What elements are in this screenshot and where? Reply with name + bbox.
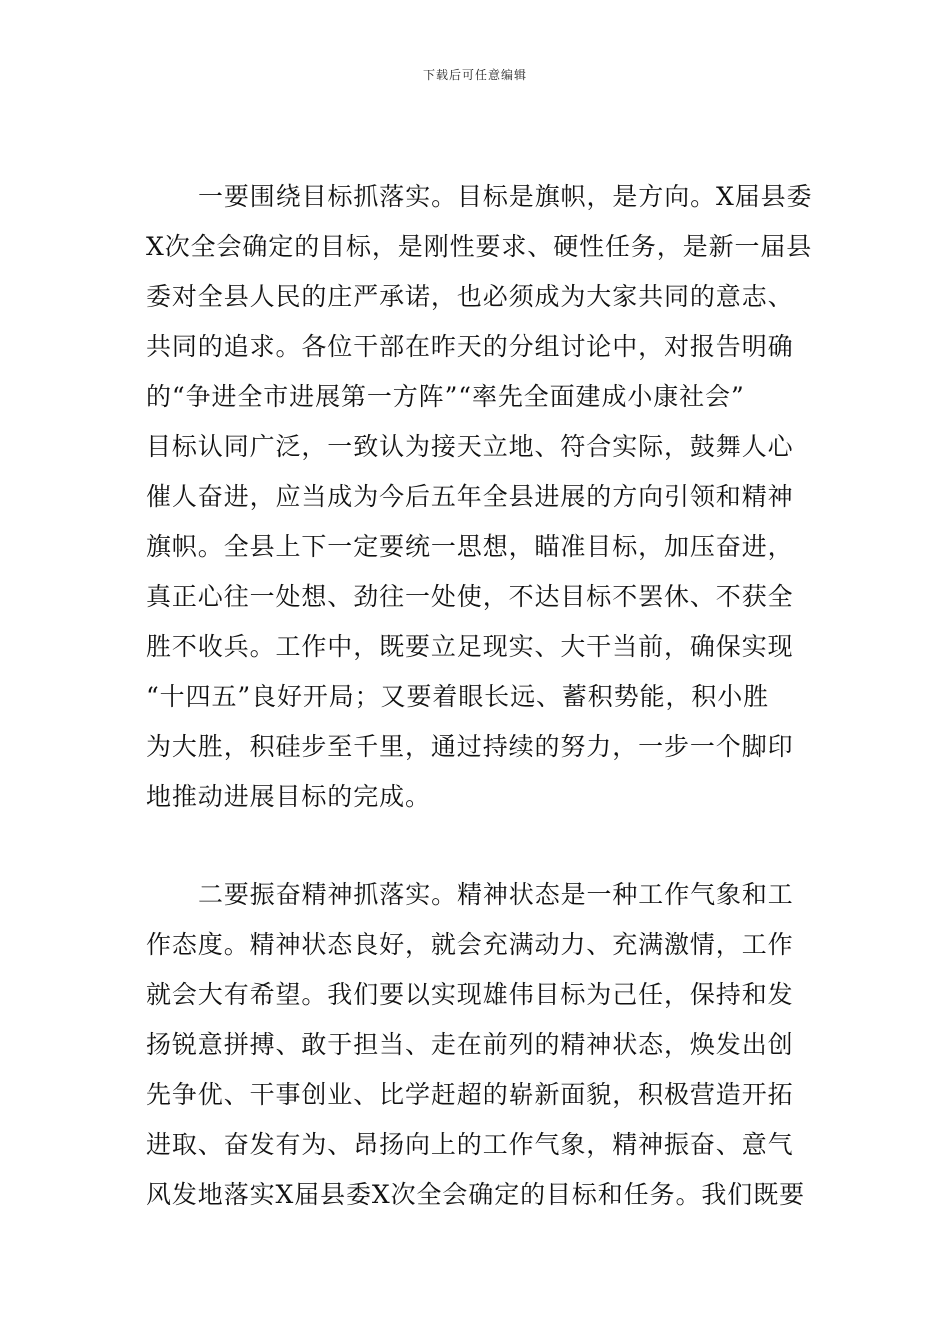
paragraph-line: 作态度。精神状态良好，就会充满动力、充满激情，工作 (146, 930, 794, 959)
paragraph-line: X次全会确定的目标，是刚性要求、硬性任务，是新一届县 (146, 232, 813, 261)
paragraph-line: 委对全县人民的庄严承诺，也必须成为大家共同的意志、 (146, 282, 794, 311)
paragraph-line: 地推动进展目标的完成。 (146, 782, 431, 811)
paragraph-line: 为大胜，积硅步至千里，通过持续的努力，一步一个脚印 (146, 732, 794, 761)
paragraph-1 (146, 172, 813, 822)
paragraph-line: 先争优、干事创业、比学赶超的崭新面貌，积极营造开拓 (146, 1080, 794, 1109)
paragraph-line: 的“争进全市进展第一方阵”“率先全面建成小康社会” (146, 382, 745, 411)
paragraph-line: 进取、奋发有为、昂扬向上的工作气象，精神振奋、意气 (146, 1130, 794, 1159)
paragraph-line: 就会大有希望。我们要以实现雄伟目标为己任，保持和发 (146, 980, 794, 1009)
paragraph-line: 旗帜。全县上下一定要统一思想，瞄准目标，加压奋进， (146, 532, 794, 561)
paragraph-line: “十四五”良好开局；又要着眼长远、蓄积势能，积小胜 (146, 682, 770, 711)
paragraph-line: 二要振奋精神抓落实。精神状态是一种工作气象和工 (198, 880, 794, 909)
header-note: 下载后可任意编辑 (422, 68, 527, 82)
paragraph-line: 催人奋进，应当成为今后五年全县进展的方向引领和精神 (146, 482, 794, 511)
paragraph-line: 真正心往一处想、劲往一处使，不达目标不罢休、不获全 (146, 582, 794, 611)
paragraph-line: 目标认同广泛，一致认为接天立地、符合实际，鼓舞人心 (146, 432, 794, 461)
paragraph-line: 共同的追求。各位干部在昨天的分组讨论中，对报告明确 (146, 332, 794, 361)
paragraph-line: 风发地落实X届县委X次全会确定的目标和任务。我们既要 (146, 1180, 805, 1209)
paragraph-line: 胜不收兵。工作中，既要立足现实、大干当前，确保实现 (146, 632, 794, 661)
paragraph-2 (146, 870, 806, 1220)
paragraph-line: 一要围绕目标抓落实。目标是旗帜，是方向。X届县委 (198, 182, 813, 211)
paragraph-line: 扬锐意拼搏、敢于担当、走在前列的精神状态，焕发出创 (146, 1030, 794, 1059)
